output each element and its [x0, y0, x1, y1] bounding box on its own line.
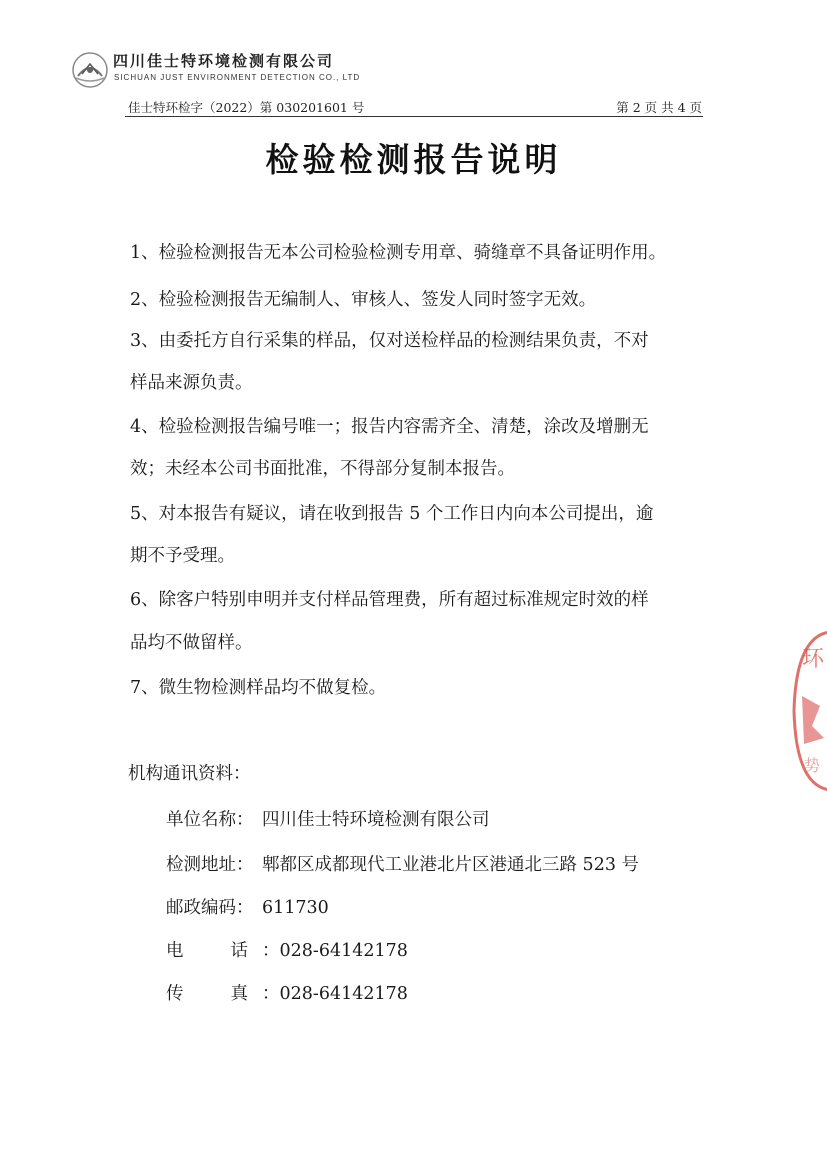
note-3-line-2: 样品来源负责。 — [130, 373, 253, 393]
contact-postcode-value: 611730 — [262, 898, 329, 918]
contact-address-row — [166, 851, 639, 876]
contact-phone-label: 电话 — [166, 941, 248, 961]
note-3-line-1: 3、由委托方自行采集的样品，仅对送检样品的检测结果负责，不对 — [130, 331, 649, 351]
note-7-line-1: 7、微生物检测样品均不做复检。 — [130, 678, 387, 698]
contact-phone-colon: ： — [262, 941, 280, 961]
note-5-line-1: 5、对本报告有疑议，请在收到报告 5 个工作日内向本公司提出，逾 — [130, 504, 654, 524]
red-seal-stamp-icon — [790, 626, 827, 796]
note-2-line-1: 2、检验检测报告无编制人、审核人、签发人同时签字无效。 — [130, 290, 597, 310]
contact-phone-row — [166, 937, 408, 962]
note-6-line-1: 6、除客户特别申明并支付样品管理费，所有超过标准规定时效的样 — [130, 590, 649, 610]
contact-fax-row — [166, 980, 408, 1005]
contact-phone-value: 028-64142178 — [279, 941, 408, 961]
svg-text:环: 环 — [802, 647, 825, 672]
note-6-line-2: 品均不做留样。 — [130, 633, 253, 653]
header-divider — [125, 116, 703, 117]
contact-address-value: 郫都区成都现代工业港北片区港通北三路 523 号 — [262, 855, 640, 875]
contact-fax-value: 028-64142178 — [279, 984, 408, 1004]
contact-postcode-row — [166, 894, 329, 919]
company-name-cn: 四川佳士特环境检测有限公司 — [113, 52, 335, 70]
page-number: 第 2 页 共 4 页 — [616, 100, 702, 115]
contact-postcode-label: 邮政编码： — [166, 898, 254, 918]
contact-unit-label: 单位名称： — [166, 810, 254, 830]
note-1-line-1: 1、检验检测报告无本公司检验检测专用章、骑缝章不具备证明作用。 — [130, 243, 667, 263]
contact-unit-value: 四川佳士特环境检测有限公司 — [262, 810, 490, 830]
contact-address-label: 检测地址： — [166, 855, 254, 875]
contact-fax-colon: ： — [262, 984, 280, 1004]
contact-heading: 机构通讯资料： — [128, 764, 251, 784]
note-5-line-2: 期不予受理。 — [130, 546, 235, 566]
svg-text:势: 势 — [804, 756, 821, 775]
company-name-en: SICHUAN JUST ENVIRONMENT DETECTION CO., LTD — [114, 73, 361, 82]
company-logo-icon — [70, 50, 110, 90]
report-number: 佳士特环检字（2022）第 030201601 号 — [128, 100, 365, 115]
contact-unit-row — [166, 806, 490, 831]
contact-fax-label: 传真 — [166, 984, 248, 1004]
note-4-line-2: 效；未经本公司书面批准，不得部分复制本报告。 — [130, 459, 515, 479]
note-4-line-1: 4、检验检测报告编号唯一；报告内容需齐全、清楚，涂改及增删无 — [130, 417, 649, 437]
page-title: 检验检测报告说明 — [265, 140, 562, 179]
